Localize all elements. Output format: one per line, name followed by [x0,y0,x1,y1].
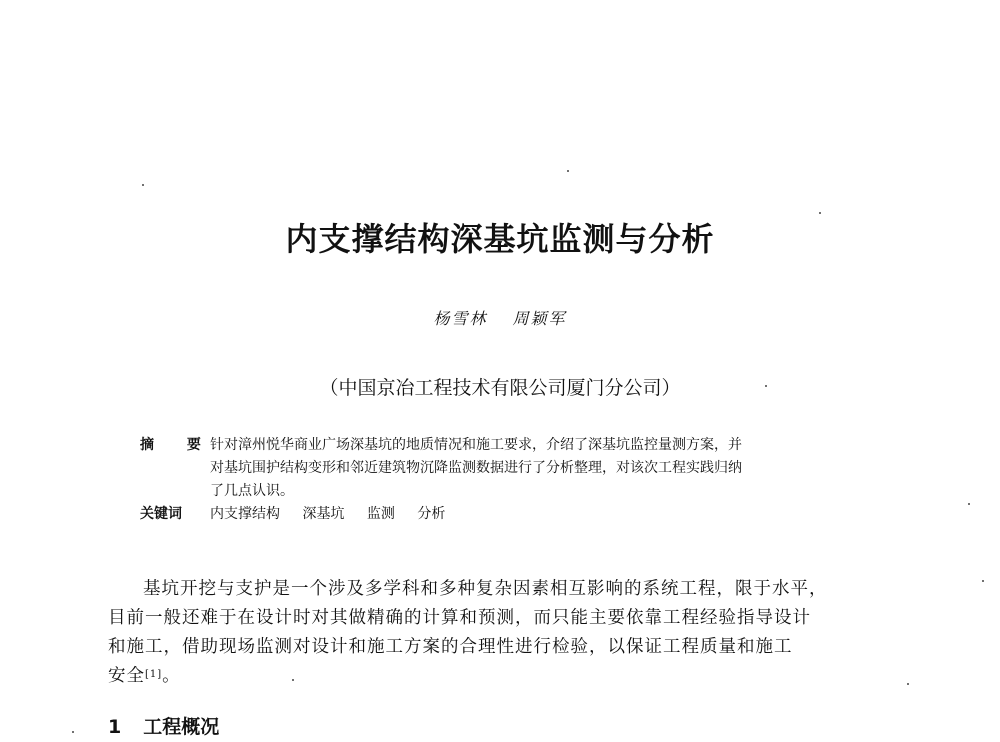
body-line-last [108,662,908,691]
body-line: 和施工，借助现场监测对设计和施工方案的合理性进行检验，以保证工程质量和施工 [108,637,793,657]
scan-speck [982,580,984,582]
body-line: 目前一般还难于在设计时对其做精确的计算和预测，而只能主要依靠工程经验指导设计 [108,608,811,628]
scan-speck [142,184,144,186]
abstract-line: 针对漳州悦华商业广场深基坑的地质情况和施工要求，介绍了深基坑监控量测方案，并 [210,437,742,453]
abstract-block [140,434,880,526]
keyword: 深基坑 [302,506,345,522]
keywords-list [210,503,880,526]
body-paragraph [108,575,908,691]
keyword: 内支撑结构 [210,506,280,522]
paper-title: 内支撑结构深基坑监测与分析 [285,220,715,258]
scan-speck [765,385,767,387]
keywords-label: 关键词 [140,506,182,522]
scan-speck [292,679,294,681]
author-name: 杨雪林 [433,309,488,328]
abstract-row [140,434,880,503]
scan-speck [968,503,970,505]
scan-speck [72,731,74,733]
author-name: 周颖军 [512,309,567,328]
citation-ref: [1] [145,669,163,680]
section-heading [108,712,219,739]
affiliation: （中国京冶工程技术有限公司厦门分公司） [319,377,681,399]
abstract-line: 对基坑围护结构变形和邻近建筑物沉降监测数据进行了分析整理，对该次工程实践归纳 [210,460,742,476]
body-line: 安全 [108,666,145,686]
scan-speck [819,212,821,214]
sentence-end: 。 [162,666,181,686]
author-list [0,306,1000,329]
scan-speck [567,170,569,172]
abstract-line: 了几点认识。 [210,483,294,499]
body-line: 基坑开挖与支护是一个涉及多学科和多种复杂因素相互影响的系统工程，限于水平， [143,579,828,599]
keyword: 监测 [366,506,395,522]
scan-speck [907,683,909,685]
abstract-text [210,434,880,503]
section-number: 1 [108,716,122,738]
keywords-row [140,503,880,526]
keyword: 分析 [417,506,446,522]
abstract-label: 摘 要 [140,437,215,453]
section-title: 工程概况 [143,716,220,738]
